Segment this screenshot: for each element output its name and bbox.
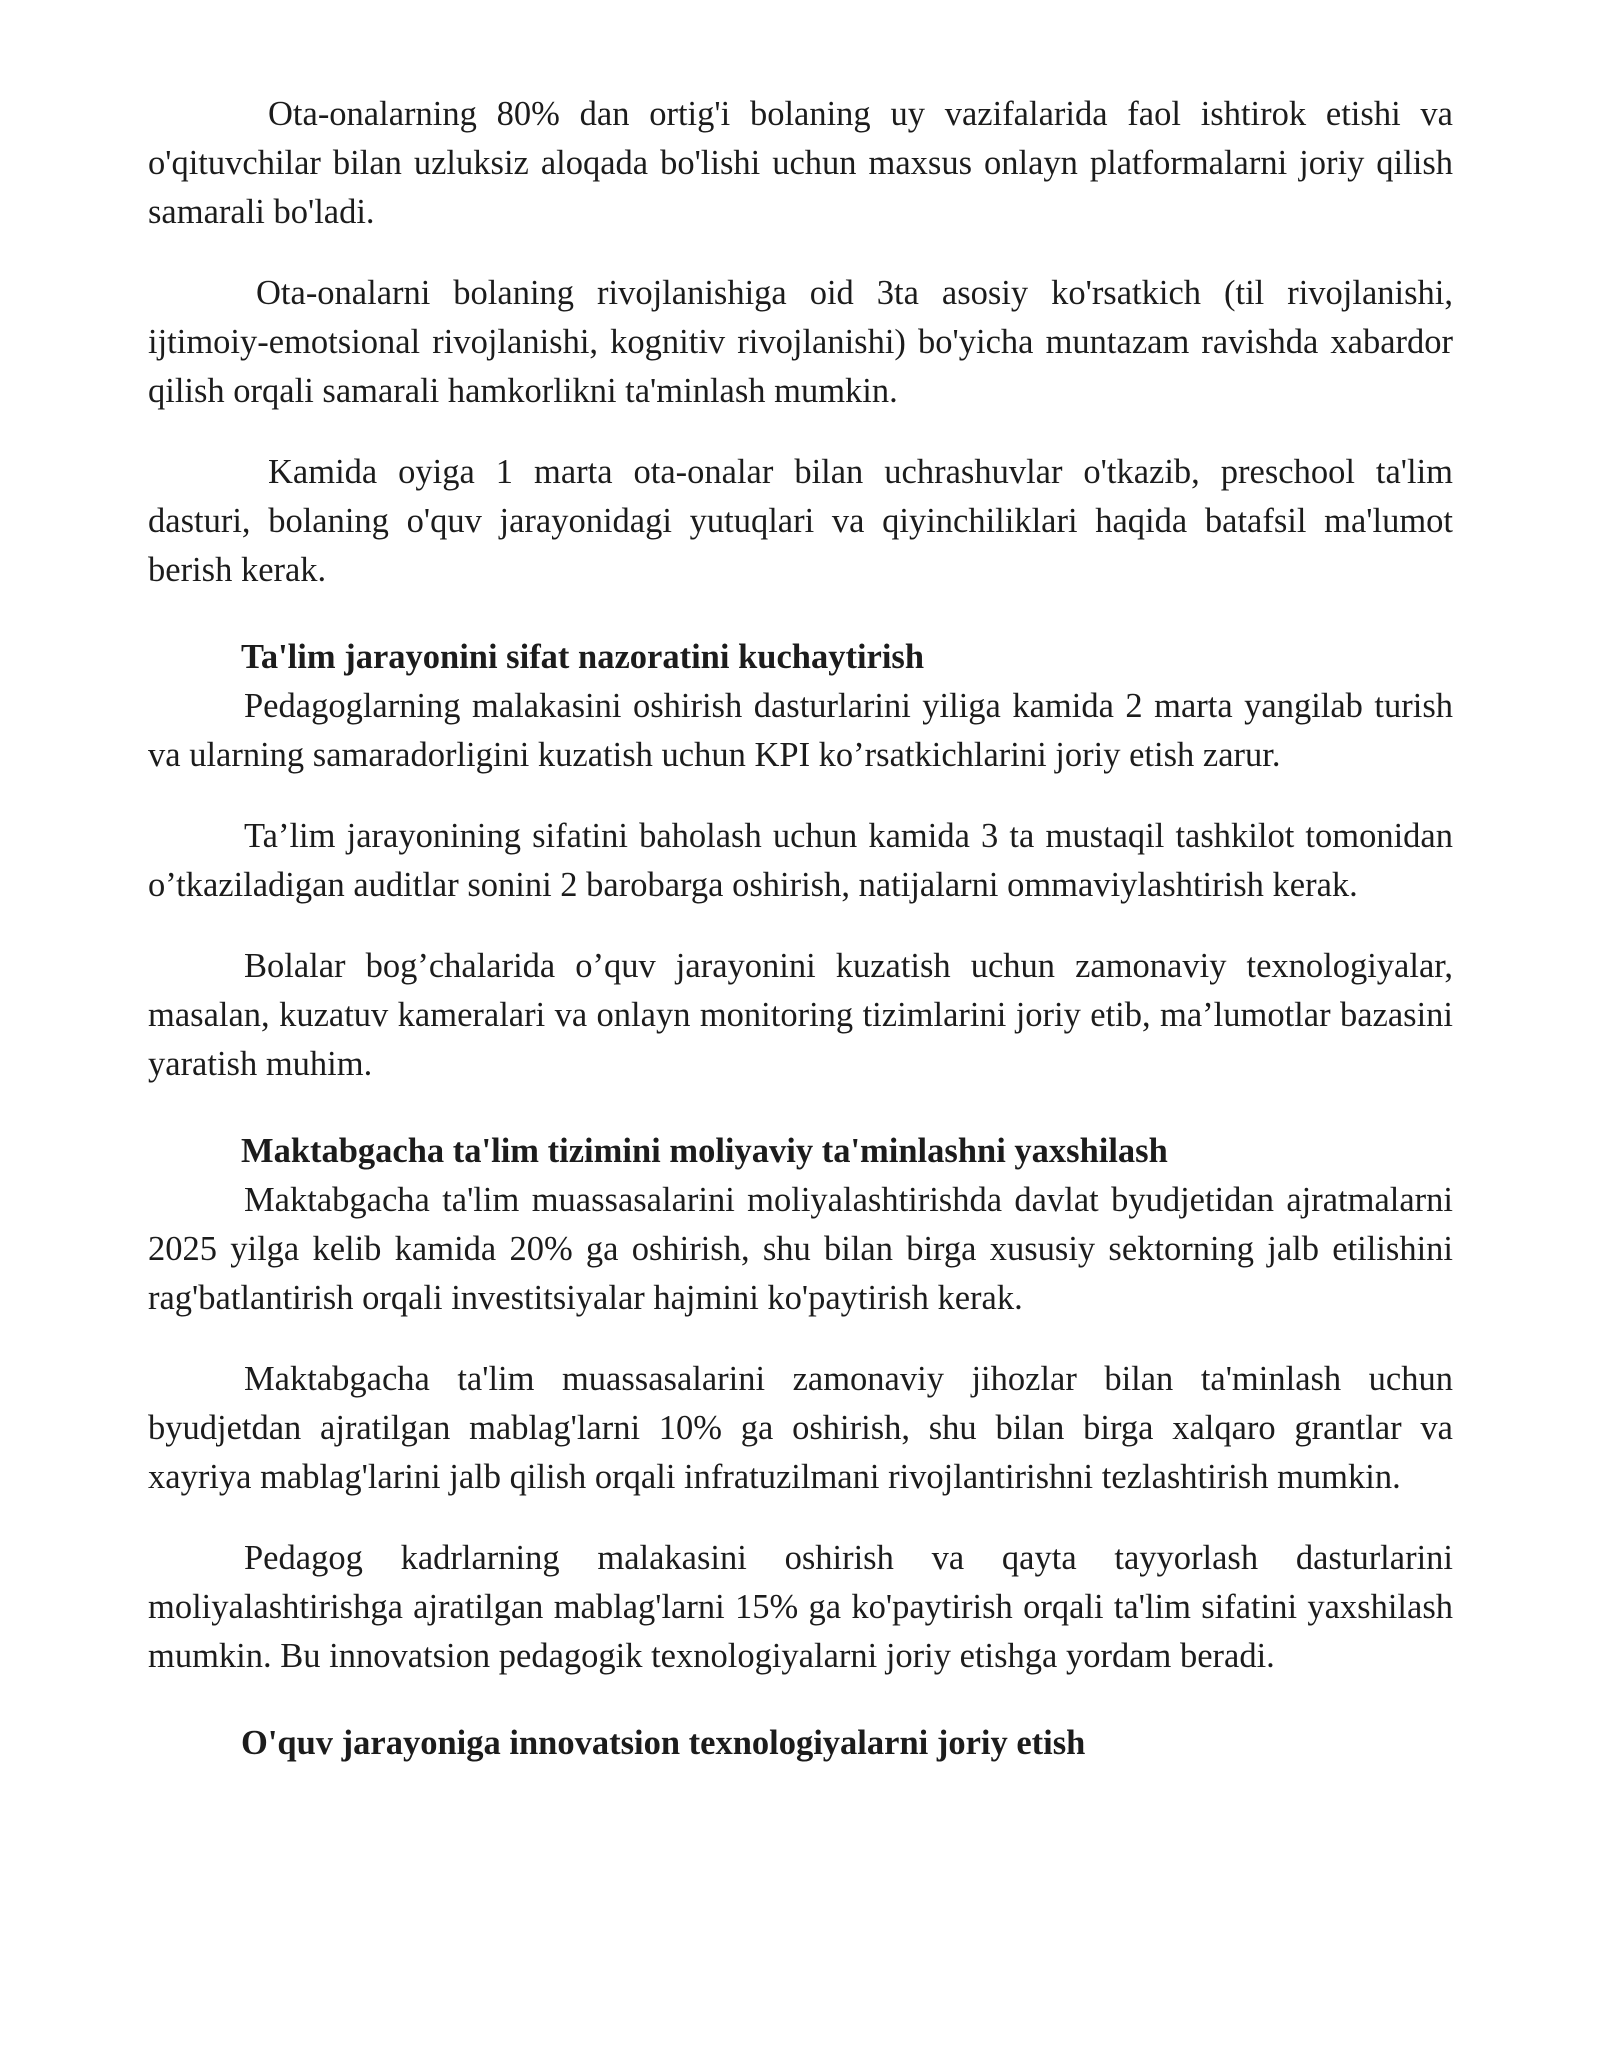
section-quality-control [148,633,1453,1089]
section-innovation [148,1719,1453,1768]
document-page [148,90,1453,1768]
paragraph: Kamida oyiga 1 marta ota-onalar bilan uchrashuvlar o'tkazib, preschool ta'lim dasturi, bolaning o'quv jarayonidagi yutuqlari va qiyinchiliklari haqida batafsil ma'lumot berish kerak. [148,453,1453,589]
paragraph: Maktabgacha ta'lim muassasalarini zamonaviy jihozlar bilan ta'minlash uchun byudjetdan ajratilgan mablag'larni 10% ga oshirish, shu bilan birga xalqaro grantlar va xayriya mablag'larini jalb qilish orqali infratuzilmani rivojlantirishni tezlashtirish mumkin. [148,1360,1453,1496]
section-heading: O'quv jarayoniga innovatsion texnologiyalarni joriy etish [241,1724,1086,1762]
paragraph: Bolalar bog’chalarida o’quv jarayonini kuzatish uchun zamonaviy texnologiyalar, masalan, kuzatuv kameralari va onlayn monitoring tizimlarini joriy etib, ma’lumotlar bazasini yaratish muhim. [148,947,1453,1083]
paragraph: Pedagoglarning malakasini oshirish dasturlarini yiliga kamida 2 marta yangilab turish va ularning samaradorligini kuzatish uchun KPI ko’rsatkichlarini joriy etish zarur. [148,687,1453,774]
paragraph: Ta’lim jarayonining sifatini baholash uchun kamida 3 ta mustaqil tashkilot tomonidan o’tkaziladigan auditlar sonini 2 barobarga oshirish, natijalarni ommaviylashtirish kerak. [148,817,1453,904]
section-heading: Ta'lim jarayonini sifat nazoratini kuchaytirish [241,638,925,676]
paragraph: Pedagog kadrlarning malakasini oshirish va qayta tayyorlash dasturlarini moliyalashtirishga ajratilgan mablag'larni 15% ga ko'paytirish orqali ta'lim sifatini yaxshilash mumkin. Bu innovatsion pedagogik texnologiyalarni joriy etishga yordam beradi. [148,1539,1453,1675]
paragraph: Ota-onalarning 80% dan ortig'i bolaning uy vazifalarida faol ishtirok etishi va o'qituvchilar bilan uzluksiz aloqada bo'lishi uchun maxsus onlayn platformalarni joriy qilish samarali bo'ladi. [148,95,1453,231]
section-heading: Maktabgacha ta'lim tizimini moliyaviy ta'minlashni yaxshilash [241,1132,1168,1170]
section-financing [148,1127,1453,1681]
paragraph: Ota-onalarni bolaning rivojlanishiga oid 3ta asosiy ko'rsatkich (til rivojlanishi, ijtimoiy-emotsional rivojlanishi, kognitiv rivojlanishi) bo'yicha muntazam ravishda xabardor qilish orqali samarali hamkorlikni ta'minlash mumkin. [148,274,1453,410]
paragraph: Maktabgacha ta'lim muassasalarini moliyalashtirishda davlat byudjetidan ajratmalarni 2025 yilga kelib kamida 20% ga oshirish, shu bilan birga xususiy sektorning jalb etilishini rag'batlantirish orqali investitsiyalar hajmini ko'paytirish kerak. [148,1181,1453,1317]
